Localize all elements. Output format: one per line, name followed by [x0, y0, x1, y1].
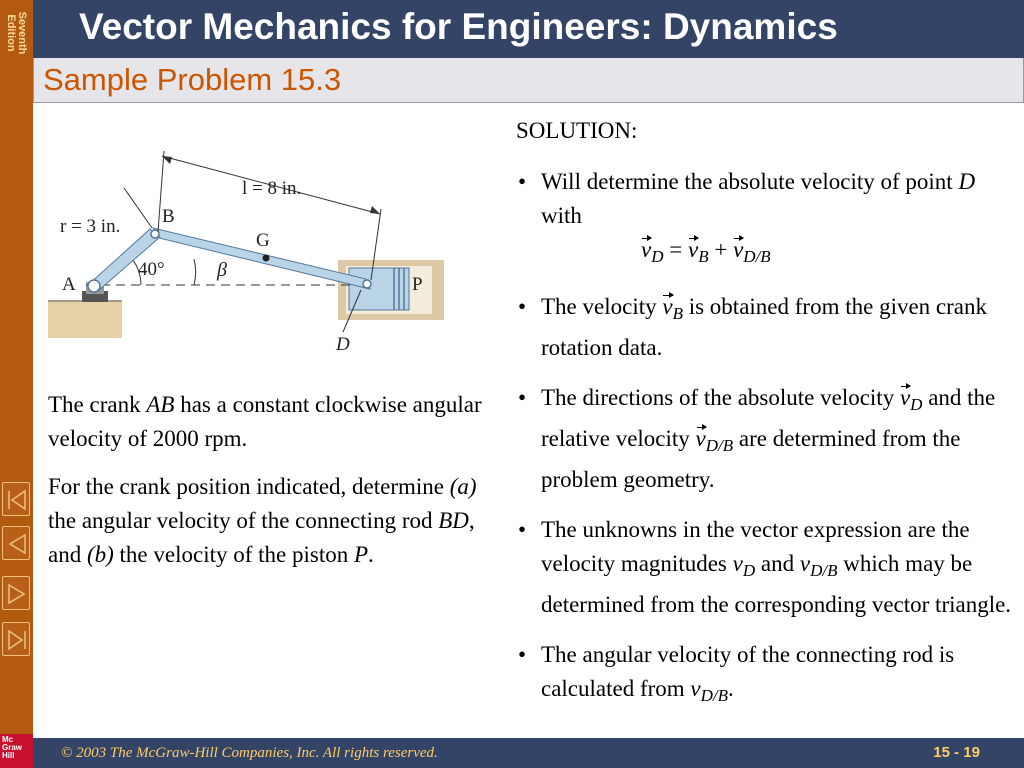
problem-text: The crank — [48, 392, 147, 417]
copyright-notice: © 2003 The McGraw-Hill Companies, Inc. All rights reserved. — [61, 745, 438, 761]
problem-text: the velocity of the piston — [113, 542, 354, 567]
bullet-text: which may be determined from the corresponding vector triangle. — [541, 551, 1012, 617]
solution-bullet-1 — [516, 165, 1021, 274]
subscript: B — [698, 247, 709, 266]
part-b-label: (b) — [86, 542, 114, 567]
subtitle-bar — [33, 58, 1024, 103]
last-slide-icon — [6, 629, 28, 651]
edition-line-1: Seventh — [16, 11, 28, 55]
solution-panel — [516, 114, 1021, 729]
subscript: D/B — [743, 247, 771, 266]
problem-text: the angular velocity of the connecting rod — [48, 508, 439, 533]
subscript: D — [742, 561, 756, 580]
subscript: D/B — [810, 561, 838, 580]
bullet-text: Will determine the absolute velocity of point — [541, 169, 959, 194]
vector-v: v — [641, 233, 651, 267]
pin-d — [363, 280, 371, 288]
bullet-text: are determined from the problem geometry. — [541, 426, 961, 492]
center-g — [263, 255, 270, 262]
vector-v: v — [733, 233, 743, 267]
length-label: l = 8 in. — [242, 178, 302, 199]
next-slide-icon — [6, 583, 28, 605]
page-number: 15 - 19 — [933, 744, 980, 761]
nav-first-button[interactable] — [2, 482, 30, 516]
part-a-label: (a) — [449, 474, 477, 499]
velocity-equation — [641, 233, 1021, 274]
piston — [349, 268, 409, 310]
title-bar — [33, 0, 1024, 58]
bullet-text: and — [755, 551, 800, 576]
magnitude-v: v — [690, 676, 701, 701]
bullet-text: The directions of the absolute velocity — [541, 385, 900, 410]
problem-text: For the crank position indicated, determine — [48, 474, 450, 499]
left-sidebar — [0, 0, 33, 768]
bullet-text: and the relative velocity — [541, 385, 996, 451]
subscript: D/B — [705, 436, 734, 455]
radius-label: r = 3 in. — [60, 216, 121, 237]
angle-label: 40° — [138, 259, 165, 280]
rod-name: BD — [438, 508, 469, 533]
magnitude-v: v — [799, 551, 811, 576]
solution-heading: SOLUTION: — [516, 118, 638, 143]
bullet-text: The unknowns in the vector expression are the velocity magnitudes — [541, 517, 970, 576]
problem-text: , and — [48, 508, 475, 567]
magnitude-v: v — [732, 551, 743, 576]
solution-bullet-2 — [516, 290, 1021, 365]
subscript: B — [672, 304, 683, 323]
pin-a — [88, 280, 100, 292]
beta-label: β — [217, 259, 227, 281]
previous-slide-icon — [6, 533, 28, 555]
nav-last-button[interactable] — [2, 622, 30, 656]
solution-bullet-3 — [516, 381, 1021, 497]
piston-name: P — [353, 542, 369, 567]
point-d-label: D — [336, 334, 350, 355]
problem-paragraph-2 — [48, 470, 498, 572]
logo-line-3: Hill — [2, 751, 15, 760]
mechanism-figure — [46, 148, 446, 360]
subscript: D — [910, 395, 923, 414]
problem-statement — [48, 388, 498, 586]
plus-sign: + — [708, 237, 734, 262]
bullet-text: The angular velocity of the connecting rod is calculated from — [541, 642, 955, 701]
equals-sign: = — [663, 237, 688, 262]
footer-bar — [33, 738, 1024, 768]
page-title: Vector Mechanics for Engineers: Dynamics — [79, 6, 838, 47]
slide-subtitle: Sample Problem 15.3 — [43, 62, 342, 97]
point-p-label: P — [412, 274, 423, 295]
edition-badge — [1, 0, 31, 66]
crank-name: AB — [146, 392, 175, 417]
edition-line-2: Edition — [5, 14, 17, 52]
vector-v: v — [900, 381, 910, 415]
solution-bullet-5 — [516, 638, 1021, 713]
vector-v: v — [662, 290, 672, 324]
bullet-text: . — [728, 676, 734, 701]
vector-v: v — [696, 422, 706, 456]
point-b-label: B — [162, 206, 175, 227]
vector-v: v — [688, 233, 698, 267]
mcgraw-hill-logo — [0, 734, 33, 768]
problem-text: has a constant clockwise angular velocity of 2000 rpm. — [48, 392, 482, 451]
subscript: D/B — [700, 686, 729, 705]
bullet-text: is obtained from the given crank rotation data. — [541, 294, 987, 360]
bullet-text: with — [541, 203, 582, 228]
point-g-label: G — [256, 230, 270, 251]
logo-line-2: Graw — [2, 743, 23, 752]
point-d-ref: D — [958, 169, 976, 194]
problem-text: . — [368, 542, 374, 567]
problem-paragraph-1 — [48, 388, 498, 456]
bullet-text: The velocity — [541, 294, 663, 319]
radius-dimension-line — [124, 188, 152, 228]
solution-bullet-4 — [516, 513, 1021, 622]
nav-next-button[interactable] — [2, 576, 30, 610]
subscript: D — [651, 247, 664, 266]
nav-previous-button[interactable] — [2, 526, 30, 560]
ground-hatch — [48, 300, 122, 338]
first-slide-icon — [6, 489, 28, 511]
point-a-label: A — [62, 274, 76, 295]
logo-line-1: Mc — [2, 735, 14, 744]
